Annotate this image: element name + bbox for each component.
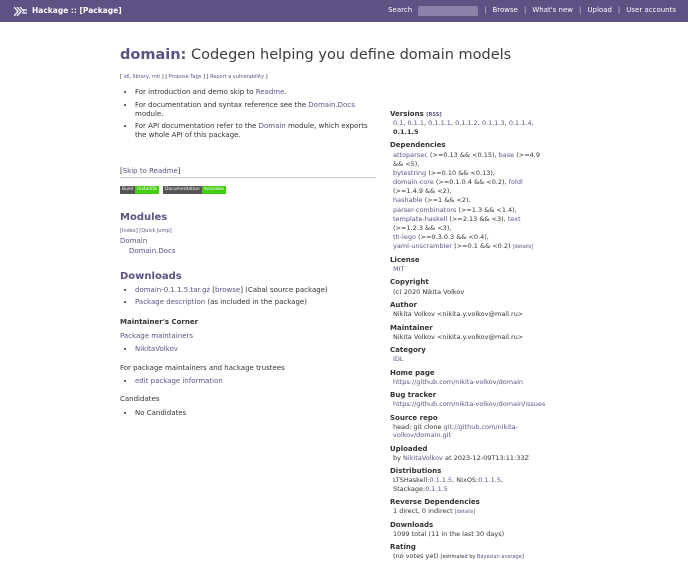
bug-tracker-link[interactable]: https://github.com/nikita-volkov/domain/issues xyxy=(393,400,546,409)
downloads-heading: Downloads xyxy=(120,271,182,282)
list-item: • Package description (as included in the package) xyxy=(135,298,328,307)
top-bar xyxy=(0,0,688,22)
package-synopsis: Codegen helping you define domain models xyxy=(190,47,512,63)
intro-item: • For introduction and demo skip to Readme. xyxy=(135,88,380,97)
readme-link[interactable]: Readme xyxy=(255,88,285,96)
candidates-heading: Candidates xyxy=(120,395,160,403)
tag-library[interactable]: library xyxy=(132,74,149,80)
prop-author: Author Nikita Volkov <nikita.y.volkov@mail.ru> xyxy=(390,301,524,319)
dependency-link[interactable]: template-haskell xyxy=(393,215,448,224)
tag-links: [ idl, library, mit ] [ Propose Tags ] [ Report a vulnerability ] xyxy=(120,74,268,80)
dependency-link[interactable]: parser-combinators xyxy=(393,205,457,214)
rss-link[interactable]: [RSS] xyxy=(426,112,442,118)
propose-tags-link[interactable]: Propose Tags xyxy=(168,74,202,80)
dependency-link[interactable]: bytestring xyxy=(393,168,427,177)
page-title: domain: Codegen helping you define domain models xyxy=(120,47,512,63)
category-link[interactable]: IDL xyxy=(393,355,404,364)
version-link[interactable]: 0.1.1.1 xyxy=(428,119,451,128)
search-input[interactable] xyxy=(418,6,478,16)
uploader-link[interactable]: NikitaVolkov xyxy=(403,453,443,462)
prop-copyright: Copyright (c) 2020 Nikita Volkov xyxy=(390,278,465,296)
prop-bug-tracker: Bug tracker https://github.com/nikita-volkov/domain/issues xyxy=(390,391,546,409)
report-vulnerability-link[interactable]: Report a vulnerability xyxy=(210,74,265,80)
dependency-link[interactable]: th-lego xyxy=(393,233,416,241)
prop-versions: Versions [RSS] 0.1, 0.1.1, 0.1.1.1, 0.1.1.2, 0.1.1.3, 0.1.1.4, 0.1.1.5 xyxy=(390,110,550,136)
dependency-line: th-lego (>=0.3.0.3 && <0.4), xyxy=(393,233,489,241)
trustees-section: For package maintainers and hackage trustees • edit package information xyxy=(120,364,285,386)
nav-whats-new[interactable]: What's new xyxy=(532,6,574,15)
source-repo-link[interactable]: git://github.com/nikita-volkov/domain.git xyxy=(393,422,518,440)
intro-item: • For API documentation refer to the Domain module, which exports the whole API of this package. xyxy=(135,122,380,140)
revdeps-details-link[interactable]: [details] xyxy=(454,509,476,516)
dependency-link[interactable]: hashable xyxy=(393,196,423,205)
module-domain-docs[interactable]: Domain.Docs xyxy=(129,246,176,255)
browse-link[interactable]: browse xyxy=(215,286,241,294)
quick-jump-link[interactable]: [Quick Jump] xyxy=(139,228,172,234)
module-domain[interactable]: Domain xyxy=(120,236,148,245)
status-badges xyxy=(120,186,226,194)
version-link[interactable]: 0.1.1.5 xyxy=(393,127,419,136)
prop-dependencies: Dependencies attoparsec (>=0.13 && <0.15), base (>=4.9 && <5), bytestring (>=0.10 && <0.13), domain-core (>=0.1.0.4 && <0.2), foldl (>=1.4.9 && <2), hashable (>=1 && <2), parser-combinators (>=1.3 && <1.4), template-haskell (>=2.13 && <3), text (>=1.2.3 && <3), th-lego (>=0.3.0.3 && <0.4), yaml-unscrambler (>=0.1 && <0.2) [details] xyxy=(390,141,550,251)
stackage-link[interactable]: 0.1.1.5 xyxy=(425,484,448,493)
maintainer-link[interactable]: NikitaVolkov xyxy=(135,345,178,354)
dependency-link[interactable]: attoparsec xyxy=(393,151,428,160)
domain-module-link[interactable]: Domain xyxy=(258,122,286,131)
prop-category: Category IDL xyxy=(390,346,426,364)
nav-browse[interactable]: Browse xyxy=(492,6,518,15)
site-logo[interactable] xyxy=(14,6,122,16)
description xyxy=(120,88,380,144)
skip-to-readme: [Skip to Readme] xyxy=(120,167,376,178)
dependency-link[interactable]: [details] xyxy=(512,244,534,251)
intro-item: • For documentation and syntax reference see the Domain.Docs module. xyxy=(135,101,380,119)
list-item: • No Candidates xyxy=(135,409,186,418)
prop-maintainer: Maintainer Nikita Volkov <nikita.y.volkov@mail.ru> xyxy=(390,323,524,341)
nav-user-accounts[interactable]: User accounts xyxy=(626,6,676,15)
module-index-link[interactable]: [Index] xyxy=(120,228,138,234)
search-label: Search xyxy=(388,6,413,15)
dependency-line: attoparsec (>=0.13 && <0.15), base (>=4.9 && <5), xyxy=(393,151,540,168)
dependency-line: template-haskell (>=2.13 && <3), text (>=1.2.3 && <3), xyxy=(393,215,521,232)
prop-rating: Rating (no votes yet) [estimated by Bayesian average] xyxy=(390,543,524,561)
package-properties xyxy=(390,110,550,566)
versions-list: 0.1, 0.1.1, 0.1.1.1, 0.1.1.2, 0.1.1.3, 0.1.1.4, 0.1.1.5 xyxy=(393,119,534,136)
prop-license: License MIT xyxy=(390,255,420,274)
prop-reverse-deps: Reverse Dependencies 1 direct, 0 indirect [details] xyxy=(390,498,480,516)
dependency-link[interactable]: text xyxy=(507,215,521,224)
bayesian-average-link[interactable]: Bayesian average xyxy=(476,554,522,561)
homepage-link[interactable]: https://github.com/nikita-volkov/domain xyxy=(393,377,523,386)
package-description-link[interactable]: Package description xyxy=(135,298,206,307)
dependency-line: yaml-unscrambler (>=0.1 && <0.2) [details] xyxy=(393,242,534,251)
dependency-line: bytestring (>=0.10 && <0.13), xyxy=(393,168,495,177)
prop-source-repo: Source repo head: git clone git://github.com/nikita-volkov/domain.git xyxy=(390,413,518,440)
maintainers-section xyxy=(120,332,193,354)
dependency-link[interactable]: yaml-unscrambler xyxy=(393,242,453,251)
version-link[interactable]: 0.1.1.4 xyxy=(508,119,532,128)
list-item xyxy=(135,377,285,386)
tag-idl[interactable]: idl xyxy=(123,74,130,80)
nixos-link[interactable]: 0.1.1.5 xyxy=(478,476,502,485)
dependency-list xyxy=(390,151,550,251)
package-name[interactable]: domain xyxy=(120,47,181,63)
tag-mit[interactable]: mit xyxy=(151,74,161,80)
dependency-line: parser-combinators (>=1.3 && <1.4), xyxy=(393,205,517,214)
tarball-link[interactable]: domain-0.1.1.5.tar.gz xyxy=(135,286,211,294)
nav-upload[interactable]: Upload xyxy=(587,6,612,15)
license-link[interactable]: MIT xyxy=(393,265,405,274)
top-nav: Search | Browse | What's new | Upload | User accounts xyxy=(388,6,676,15)
list-item xyxy=(135,345,193,354)
edit-package-info-link[interactable]: edit package information xyxy=(135,377,223,386)
domain-docs-link[interactable]: Domain.Docs xyxy=(308,100,355,109)
version-link[interactable]: 0.1.1 xyxy=(407,119,425,128)
dependency-link[interactable]: foldl xyxy=(508,178,523,187)
docs-badge[interactable]: Documentation Available xyxy=(165,187,225,192)
list-item: • domain-0.1.1.5.tar.gz [browse] (Cabal source package) xyxy=(135,286,328,295)
package-maintainers-link[interactable]: Package maintainers xyxy=(120,332,193,340)
version-link[interactable]: 0.1 xyxy=(393,119,404,128)
skip-to-readme-link[interactable]: Skip to Readme xyxy=(122,167,178,175)
site-title: Hackage :: [Package] xyxy=(32,6,122,16)
version-link[interactable]: 0.1.1.2 xyxy=(455,119,478,128)
prop-uploaded: Uploaded by NikitaVolkov at 2023-12-09T13:11:33Z xyxy=(390,444,529,462)
dependency-link[interactable]: base xyxy=(498,151,515,160)
hackage-logo-icon xyxy=(14,7,27,16)
build-badge[interactable]: Build InstallOk xyxy=(122,187,157,192)
downloads-list xyxy=(120,286,328,310)
modules-heading: Modules xyxy=(120,212,168,223)
lts-link[interactable]: 0.1.1.5 xyxy=(429,476,453,485)
dependency-line: domain-core (>=0.1.0.4 && <0.2), foldl (>=1.4.9 && <2), xyxy=(393,178,523,195)
dependency-line: hashable (>=1 && <2), xyxy=(393,196,471,205)
dependency-link[interactable]: domain-core xyxy=(393,178,434,187)
prop-downloads: Downloads 1099 total (11 in the last 30 days) xyxy=(390,520,505,538)
candidates-list xyxy=(120,409,186,418)
module-list xyxy=(120,228,176,256)
version-link[interactable]: 0.1.1.3 xyxy=(481,119,505,128)
prop-homepage: Home page https://github.com/nikita-volkov/domain xyxy=(390,368,523,386)
maintainers-corner-heading: Maintainer's Corner xyxy=(120,318,199,326)
prop-distributions: Distributions LTSHaskell:0.1.1.5, NixOS:0.1.1.5, Stackage:0.1.1.5 xyxy=(390,467,504,493)
